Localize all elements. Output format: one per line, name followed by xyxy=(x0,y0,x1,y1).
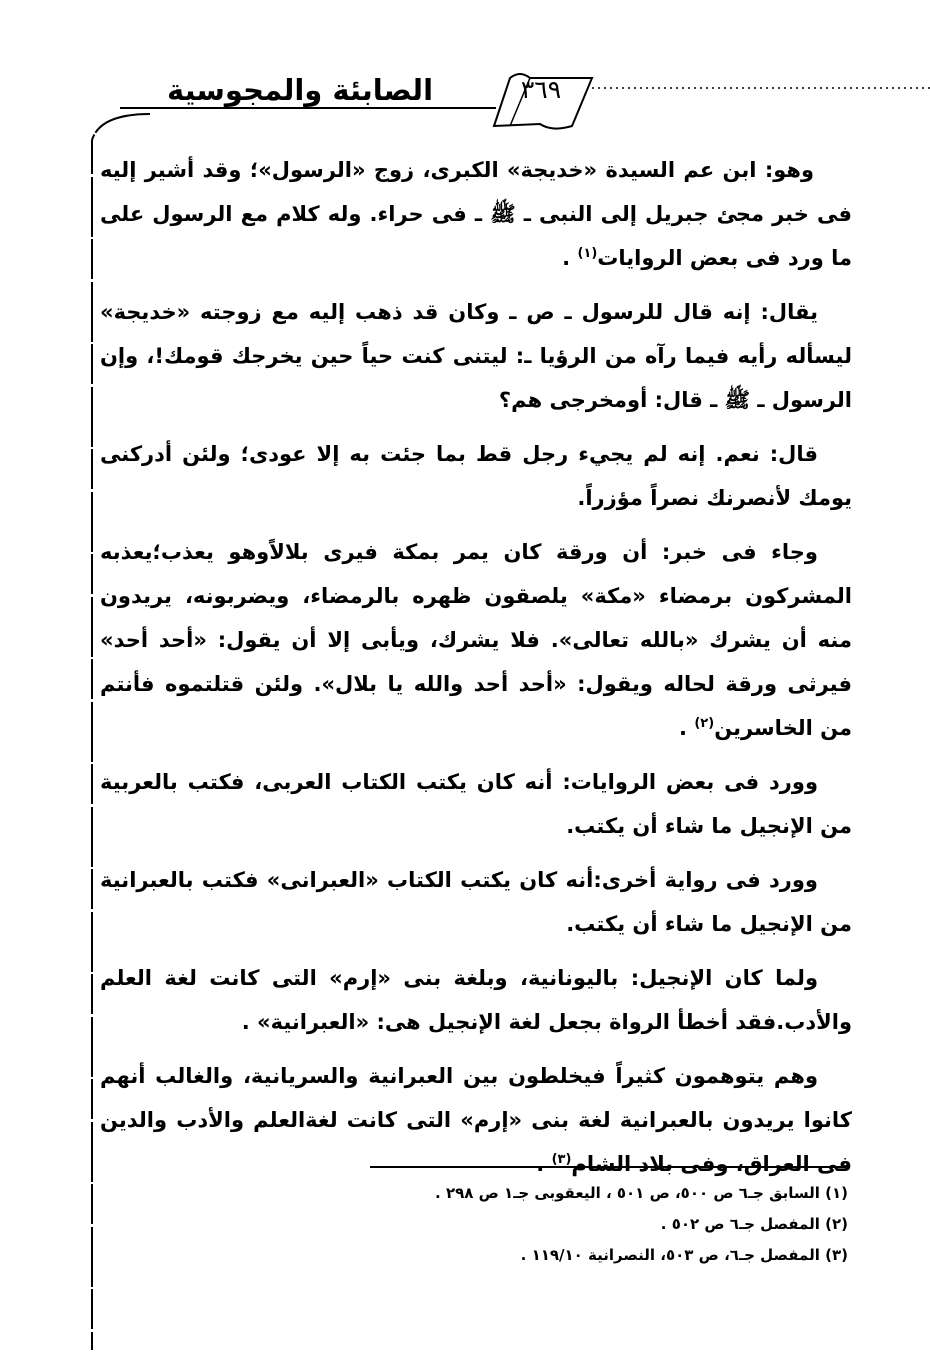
paragraph-text: يقال: إنه قال للرسول ـ ص ـ وكان قد ذهب إليه مع زوجته «خديجة» ليسأله رأيه فيما رآه من الرؤيا ـ: ليتنى كنت حياً حين يخرجك قومك!، وإن الرسول ـ ﷺ ـ قال: أومخرجى هم؟ xyxy=(100,300,852,412)
main-text xyxy=(100,148,852,1196)
page-number: ٣٦٩ xyxy=(520,75,562,104)
paragraph-text: وهو: ابن عم السيدة «خديجة» الكبرى، زوج «الرسول»؛ وقد أشير إليه فى خبر مجئ جبريل إلى النبى ـ ﷺ ـ فى حراء. وله كلام مع الرسول على ما ورد فى بعض الروايات xyxy=(100,158,852,270)
running-header-title: الصابئة والمجوسية xyxy=(166,73,434,107)
paragraph-text: وهم يتوهمون كثيراً فيخلطون بين العبرانية والسريانية، والغالب أنهم كانوا يريدون بالعبرانية لغة بنى «إرم» التى كانت لغةالعلم والأدب والدين فى العراق، وفى بلاد الشام xyxy=(100,1064,852,1176)
paragraph-end: . xyxy=(679,716,695,740)
paragraph-end: . xyxy=(562,246,578,270)
footnote-1: (١) السابق جـ٦ ص ٥٠٠، ص ٥٠١ ، اليعقوبى جـ١ ص ٢٩٨ . xyxy=(435,1184,848,1202)
footnotes xyxy=(370,1178,848,1271)
paragraph-text: ولما كان الإنجيل: باليونانية، وبلغة بنى «إرم» التى كانت لغة العلم والأدب.فقد أخطأ الرواة بجعل لغة الإنجيل هى: «العبرانية» . xyxy=(100,966,852,1034)
footnote-ref: (٣) xyxy=(551,1152,572,1167)
footnote-3: (٣) المفصل جـ٦، ص ٥٠٣، النصرانية ١١٩/١٠ . xyxy=(520,1246,848,1264)
footnote-2: (٢) المفصل جـ٦ ص ٥٠٢ . xyxy=(660,1215,848,1233)
paragraph xyxy=(100,530,852,750)
paragraph-text: وورد فى بعض الروايات: أنه كان يكتب الكتاب العربى، فكتب بالعربية من الإنجيل ما شاء أن يكتب. xyxy=(100,770,852,838)
paragraph xyxy=(100,432,852,520)
paragraph xyxy=(100,956,852,1044)
paragraph xyxy=(100,1054,852,1186)
paragraph-text: قال: نعم. إنه لم يجيء رجل قط بما جئت به إلا عودى؛ ولئن أدركنى يومك لأنصرنك نصراً مؤزراً. xyxy=(100,442,852,510)
footnote-ref: (٢) xyxy=(694,716,715,731)
paragraph-end: . xyxy=(536,1152,552,1176)
paragraph xyxy=(100,290,852,422)
paragraph-text: وجاء فى خبر: أن ورقة كان يمر بمكة فيرى بلالاًوهو يعذب؛يعذبه المشركون برمضاء «مكة» يلصقون ظهره بالرمضاء، ويضربونه، يريدون منه أن يشرك «بالله تعالى». فلا يشرك، ويأبى إلا أن يقول: «أحد أحد» فيرثى ورقة لحاله ويقول: «أحد أحد والله يا بلال». ولئن قتلتموه فأنتم من الخاسرين xyxy=(100,540,852,740)
paragraph xyxy=(100,760,852,848)
footnote-ref: (١) xyxy=(577,246,598,261)
paragraph xyxy=(100,858,852,946)
paragraph xyxy=(100,148,852,280)
paragraph-text: وورد فى رواية أخرى:أنه كان يكتب الكتاب «العبرانى» فكتب بالعبرانية من الإنجيل ما شاء أن يكتب. xyxy=(100,868,852,936)
